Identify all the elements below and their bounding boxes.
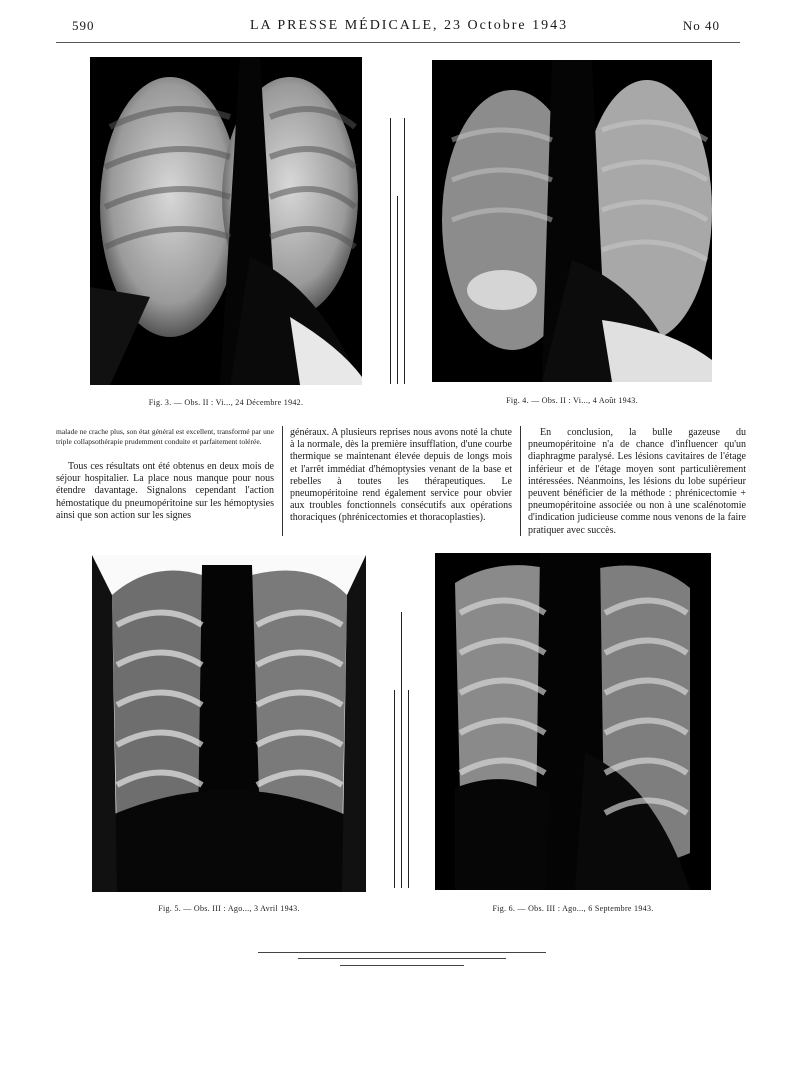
caption-figure-4: Fig. 4. — Obs. II : Vi..., 4 Août 1943. [506,396,638,405]
footer-rule [298,958,506,959]
separator-line [408,690,409,888]
xray-figure-4 [432,60,712,382]
paragraph: Tous ces résultats ont été obtenus en deux mois de séjour hospitalier. La place nous manque pour nous étendre davantage. Signalons cependant l'action hémostatique du pneumopéritoine sur les hémoptysies ainsi que son action sur les signes [56,461,274,521]
separator-line [390,118,391,384]
xray-figure-3 [90,57,362,385]
text-column-2 [290,427,512,525]
column-rule [282,426,283,536]
issue-number: No 40 [682,18,720,33]
journal-title: LA PRESSE MÉDICALE, 23 Octobre 1943 [250,18,569,33]
separator-line [397,196,398,384]
column-rule [520,426,521,536]
separator-line [394,690,395,888]
paragraph: malade ne crache plus, son état général est excellent, transformé par une triple collapsothérapie prudemment conduite et parfaitement tolérée. [56,427,274,446]
header-rule [56,42,740,43]
xray-figure-6 [435,553,711,890]
footer-rule [258,952,546,953]
caption-figure-5: Fig. 5. — Obs. III : Ago..., 3 Avril 1943. [158,904,300,913]
caption-figure-3: Fig. 3. — Obs. II : Vi..., 24 Décembre 1942. [148,398,304,407]
text-column-3 [528,427,746,537]
page-number: 590 [72,18,95,33]
separator-line [401,612,402,888]
text-column-1 [56,427,274,522]
caption-figure-6: Fig. 6. — Obs. III : Ago..., 6 Septembre 1943. [492,904,654,913]
footer-rule [340,965,464,966]
xray-figure-5 [92,555,366,892]
paragraph: En conclusion, la bulle gazeuse du pneumopéritoine n'a de chance d'influencer qu'un diaphragme paralysé. Les lésions cavitaires de l'étage inférieur et de l'étage moyen sont particulièrement intéressées. Néanmoins, les lésions du lobe supérieur peuvent bénéficier de la méthode : phrénicectomie + pneumopéritoine associée ou non à une scalénotomie d'indication judicieuse comme nous venons de la faire pratiquer avec succès. [528,427,746,536]
paragraph: généraux. A plusieurs reprises nous avons noté la chute à la normale, dès la première insufflation, d'une courbe thermique se maintenant élevée depuis de longs mois et l'arrêt immédiat d'hémoptysies venant de la base et rebelles à toutes les thérapeutiques. Le pneumopéritoine rend également service pour obvier aux troubles fonctionnels consécutifs aux opérations thoraciques (phrénicectomies et thoracoplasties). [290,427,512,524]
separator-line [404,118,405,384]
